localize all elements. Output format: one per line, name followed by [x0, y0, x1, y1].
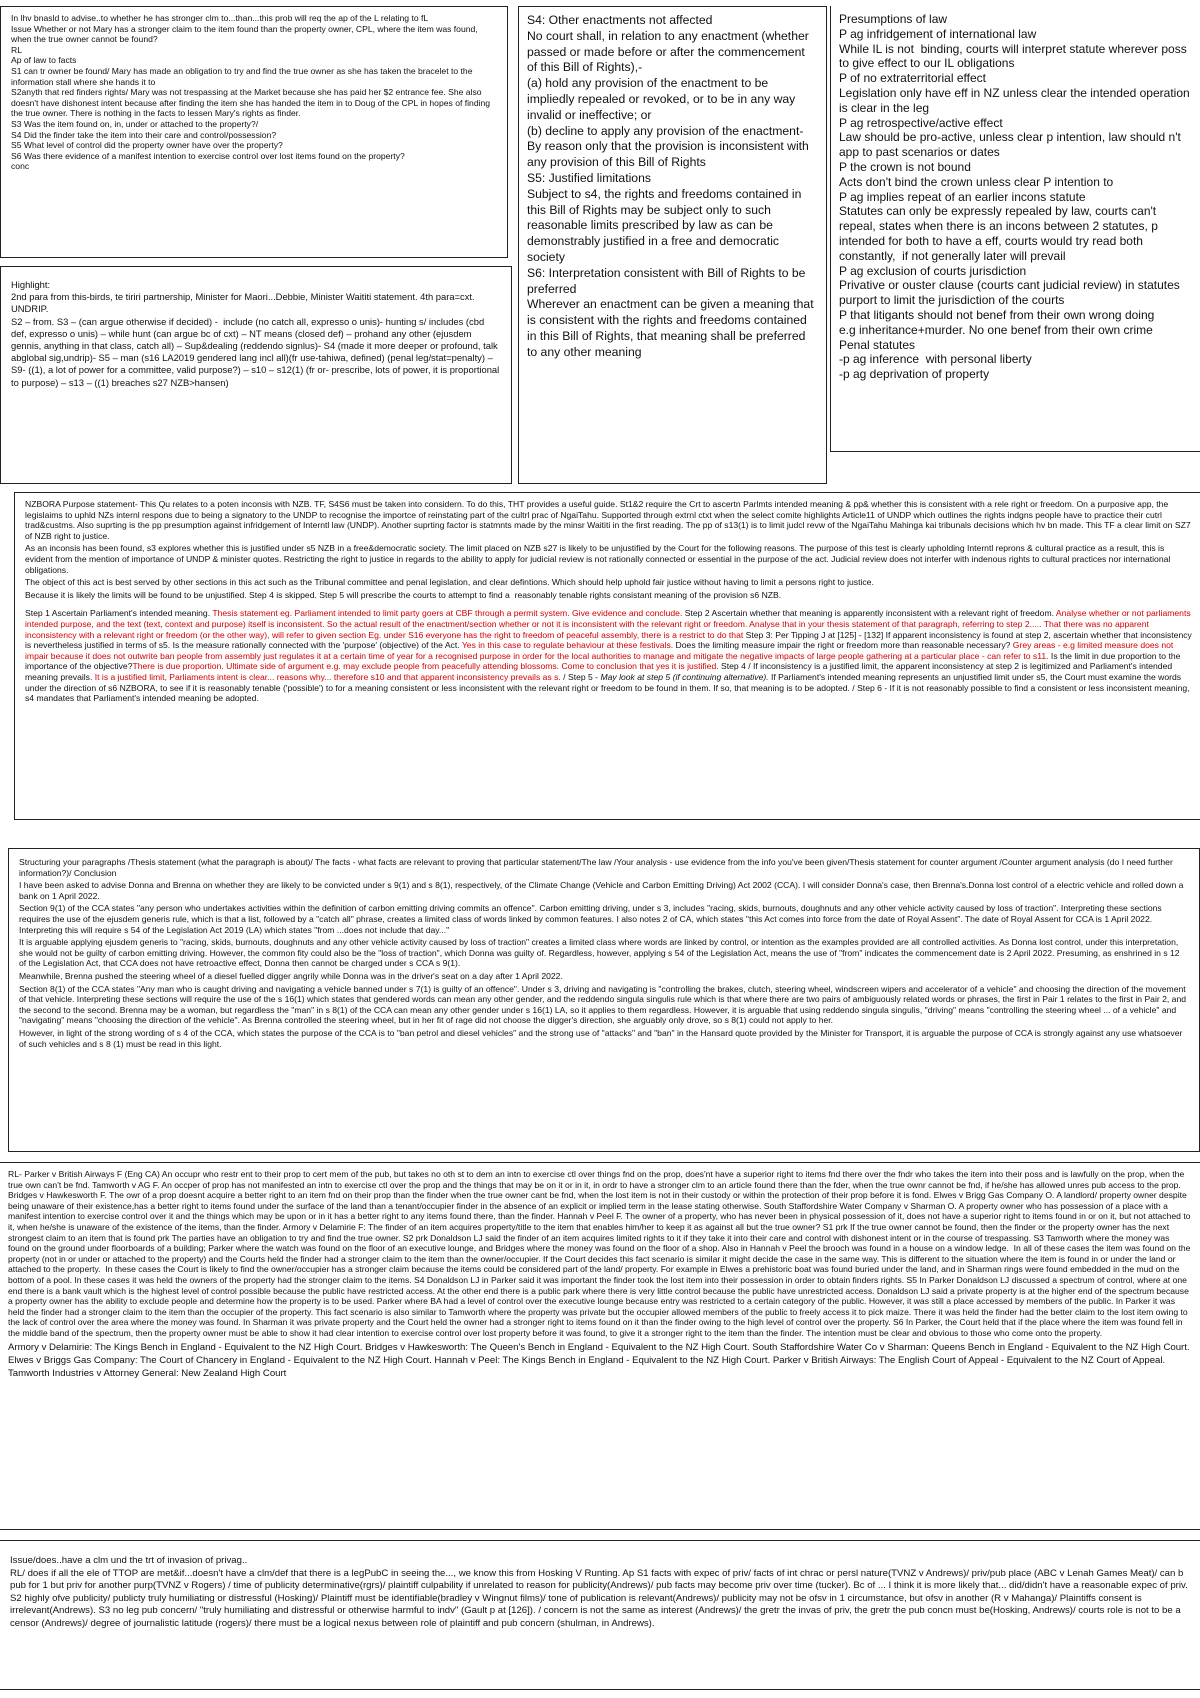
step1-text: Step 1 Ascertain Parliament's intended meaning.	[25, 608, 213, 619]
structure-para-2: I have been asked to advise Donna and Brenna on whether they are likely to be convicted under s 9(1) and s 8(1), respectively, of the Climate Change (Vehicle and Carbon Emitting Driving) Act 2002 (CCA). I will consider Donna's case, then Brenna's.Donna lost control of a electric vehicle and rolled down a bank on 1 April 2022.	[19, 880, 1186, 901]
statutory-interpretation-box	[8, 848, 1200, 1152]
step3-note-3: There is due proportion. Ultimate side of argument e.g. may exclude people from peacefully attending blossoms. Come to conclusion that yes it is justified.	[132, 661, 719, 672]
finders-case-law-text: RL- Parker v British Airways F (Eng CA) An occupr who restr ent to their prop to cert mem of the pub, but takes no oth st to dem an intn to exercise ctl over things fnd on the prop, does'nt have a superior right to items fnd there over the fndr who takes the item into their poss and is lawfully on the prop, when the true own can't be fnd. Tamworth v AG F. An occper of prop has not manifested an intn to exercise ctl over the prop and the things that may be on it or in it, in ordr to have a stronger clm to an article found there than the fder, when the true ownr cannot be fnd, if he/she has allowed unres pub access to the prop. Bridges v Hawkesworth F. The owr of a prop doesnt acquire a better right to an item fnd on their prop than the finder when the true owner cant be fnd, when the lost item is not in their custody or within the protection of their prop before it is fond. Elwes v Brigg Gas Company O. A landlord/ property owner despite being unaware of their existence,has a better right to items found under the surface of the land than a tenant/occupier finder in the absence of an explicit or implied term in the lease stating otherwise. South Staffordshire Water Company v Sharman O. A property owner who has possession of a place with a manifest intention to exercise control over it and the things which may be upon or in it has a better right to any items found there, than the finder. Hannah v Peel F. The owner of a property, who has never been in physical possession of it, does not have a superior right to items found in or on it, but not attached to it, when he/she is unaware of the existence of the items, than the finder. Armory v Delamirie F: The finder of an item acquires property/title to the item that enables him/her to keep it as against all but the true owner? S1 prk If the true owner cannot be found, then the finder or the property owner has the next strongest claim to an item that is found prk The parties have an obligation to try and find the true owner. S2 prk Donaldson LJ said the finder of an item acquires limited rights to it if they take it into their care and control with dishonest intent or in the course of trespassing. S3 Tamworth where the money was found on the ground under floorboards of a building; Parker where the watch was found on the floor of an executive lounge, and Bridges where the money was found on the floor of a shop. Also in Hannah v Peel the brooch was found in a house on a window ledge. In all of these cases the item was found on the property (not in or under or attached to the property) and the Courts held the finder had a stronger claim to the item than the owner/occupier. If the Court decides this fact scenario is similar it might decide the case in the same way. This is different to the situation where the item is found in or under the land or attached to the property. In these cases the Court is likely to find the owner/occupier has a stronger claim because the items could be considered part of the land/ property. For example in Elwes a prehistoric boat was found buried under the land, and in Sharman rings were found embedded in the mud on the bottom of a pool. In these cases it was held the owners of the property had the stronger claim to the items. S4 Donaldson LJ in Parker said it was important the finder took the lost item into their possession in order to obtain finders rights. S5 In Parker Donaldson LJ discussed a spectrum of control, where at one end there is a bank vault which is the highest level of control possible because the public have restricted access. At the other end there is a public park where there is very little control because the public have unrestricted access. Donaldson LJ said a private property is at the higher end of the spectrum because a property owner has the ability to exclude people and determine how the property is to be used. Parker where BA had a level of control over the executive lounge because entry was restricted to a certain category of the public. However, it was still a place accessed by members of the public. In Parker it was held the finder had a stronger claim to the item than the occupier of the property. This fact scenario is also similar to Tamworth where the property was private but the occupier allowed members of the public to freely access it to pick maize. There it was held the finder had the better claim to the lost item owing to the lack of control over the area where the money was found. In Sharman it was private property and the Court held the owner had a stronger right to items found on it than the finder owing to the high level of control over the property. S6 In Parker, the Court held that if the place where the item was found fell in the middle band of the spectrum, then the property owner must be able to show it had clear intention to exercise control over lost property before it was found, to give it a stronger right to the item than the finder. The intention must be clear and obvious to those who come onto the property.	[8, 1169, 1193, 1338]
nzbora-para-2: As an inconsis has been found, s3 explores whether this is justified under s5 NZB in a free&democratic society. The limit placed on NZB s27 is likely to be unjustified by the Court for the following reasons. The purpose of this test is clearly upholding Interntl reprons & cultural practice as a result, this is evident from the mention of importance of UNDP & minister quotes. Restricting the right to justice in regards to the ability to apply for judicial review is not rationally connected or essential in the purpose of the act. Judicial review does not interfer with indenous rights to cultural practices nor international obligations.	[25, 543, 1173, 575]
bill-of-rights-sections-text: S4: Other enactments not affected No court shall, in relation to any enactment (whether passed or made before or after the commencement of this Bill of Rights),- (a) hold any provision of the enactment to be impliedly repealed or revoked, or to be in any way invalid or ineffective; or (b) decline to apply any provision of the enactment- By reason only that the provision is inconsistent with any provision of this Bill of Rights S5: Justified limitations Subject to s4, the rights and freedoms contained in this Bill of Rights may be subject only to such reasonable limits prescribed by law as can be demonstrably justified in a free and democratic society S6: Interpretation consistent with Bill of Rights to be preferred Wherever an enactment can be given a meaning that is consistent with the rights and freedoms contained in this Bill of Rights, that meaning shall be preferred to any other meaning	[527, 13, 814, 359]
step4-text: Step 4 / If inconsistency is a justified limit, the apparent inconsistency at step 2 is legitimized and Parliament's intended meaning prevails.	[25, 661, 1175, 682]
step3-note-2: Grey areas - e.g limited measure does not impair because it does not outwrite ban people from assembly just regulates it at a certain time of year for a recognised purpose in order for the local authorities to manage and mitigate the negative impacts of large people gathering at a particular place - can refer to s11.	[25, 640, 1176, 661]
finders-case-law-box	[0, 1162, 1200, 1530]
structure-para-4: It is arguable applying ejusdem generis to "racing, skids, burnouts, doughnuts and any other vehicle activity caused by loss of traction" creates a limited class where words are linked by control, or intention as the examples provided are all controlled activities. As Donna lost control, under this interpretation, she would not be guilty of carbon emitting driving. However, the common fity could also be the "loss of traction", which Donna was guilty of. Regardless, however, applying s 54 of the Legislation Act, means the use of "from" indicates the commencement date is 2 April 2022. Presuming, as enshrined in s 12 of the Legislation Act, that CCA does not have retroactive effect, Donna then cannot be charged under s CCA s 9(1).	[19, 937, 1182, 969]
privacy-tort-box	[0, 1540, 1200, 1690]
bill-of-rights-sections-box	[518, 6, 827, 484]
nzbora-steps	[25, 608, 1193, 703]
nzbora-para-4: Because it is likely the limits will be found to be unjustified. Step 4 is skipped. Step 5 will prescribe the courts to attempt to find a reasonably tenable rights consistant meaning of the provision s6 NZB.	[25, 589, 782, 600]
step3-question-2: Is the limit in due proportion to the importance of the objective?	[25, 650, 1183, 672]
step4-note: It is a justified limit, Parliaments intent is clear... reasons why... therefore s10 and that apparent inconsistency prevails as s.	[94, 671, 561, 682]
step1-note: Thesis statement eg. Parliament intended to limit party goers at CBF through a permit system. Give evidence and conclude.	[212, 608, 683, 619]
step2-text: Step 2 Ascertain whether that meaning is apparently inconsistent with a relevant right of freedom.	[682, 608, 1056, 619]
step5-6-text: If Parliament's intended meaning represents an unjustified limit under s5, the Court must examine the words under the direction of s6 NZBORA, to see if it is reasonably tenable ('possible') to for a meaning consistent or less inconsistent with the relevant right or freedom to be found in them. If so, that meaning is to be adopted. / Step 6 - If it is not reasonably possible to find a consistent or less inconsistent meaning, s4 mandates that Parliament's intended meaning be adopted.	[25, 671, 1192, 704]
finding-rights-notes-text: In lhv bnasld to advise..to whether he has stronger clm to...than...this prob will req the ap of the L relating to fL Issue Whether or not Mary has a stronger claim to the item found than the property owner, CPL, where the item was found, when the true owner cannot be found? RL Ap of law to facts S1 can tr owner be found/ Mary has made an obligation to try and find the true owner as she has taken the bracelet to the information stall where she hands it to S2anyth that red finders rights/ Mary was not trespassing at the Market because she has paid her $2 entrance fee. She also doesn't have dishonest intent because after finding the item she has handed the item in to Doug of the CPL in hopes of finding the true owner. There is nothing in the facts to lessen Mary's rights as finder. S3 Was the item found on, in, under or attached to the property?/ S4 Did the finder take the item into their care and control/possession? S5 What level of control did the property owner have over the property? S6 Was there evidence of a manifest intention to exercise control over lost items found on the property? conc	[11, 13, 491, 172]
privacy-tort-text: Issue/does..have a clm und the trt of invasion of privag.. RL/ does if all the ele of TTOP are met&if...doesn't have a clm/def that there is a legPubC in seeing the..., we know this from Hosking V Runting. Ap S1 facts with expec of priv/ facts of int chrac or persl nature(TVNZ v Andrews)/ priv/pub place (ABC v Lenah Games Meat)/ can b pub for 1 but priv for another purp(TVNZ v Rogers) / time of publicity determinative(rgrs)/ plaintiff culpability if unrelated to reason for publicity(Andrews)/ pub facts may become priv over time (tucker). Bc of ... I think it is more likely that... did/didn't have a reasonable expec of priv. S2 highly ofve publicity/ publicty truly humiliating or distressful (Hosking)/ Plaintiff must be identifiable(bradley v Wingnut films)/ tone of publication is relevant(Andrews)/ publicity may not be ofsv in 1 circumstance, but ofsv in another (R v Mahanga)/ Plaintiffs consent is irrelevant(Andrews). S3 no leg pub concern/ "truly humiliating and distressful or otherwise harmful to indv" (Gault p at [126]). / concern is not the same as interest (Andrews)/ the gretr the invas of priv, the gretr the pub concn must be(Hosking, Andrews)/ courts role is not to be a censor (Andrews)/ degree of journalistic latitude (rogers)/ there must be a logical nexus between role of plaintiff and pub concern (shulman, in Andrews).	[10, 1555, 1188, 1629]
step3-question: Does the limiting measure impair the right or freedom more than reasonable necessary?	[673, 640, 1013, 651]
finding-rights-notes-box	[0, 6, 508, 258]
step2-note: Analyse whether or not parliaments intended purpose, and the text (text, context and purpose) itself is inconsistent. So the actual result of the enactment/section whether or not it is inconsistent with the relevant right or freedom. Analyse that in your thesis statement of that paragraph, referring to step 2..... That there was no apparent inconsistency with a relevant right or freedom (or the other way), will refer to given section Eg. under S16 everyone has the right to freedom of peaceful assembly, there is a restrict to do that	[25, 608, 1194, 640]
structure-para-3: Section 9(1) of the CCA states "any person who undertakes activities within the definition of carbon emitting driving commits an offence". Carbon emitting driving, under s 3, includes "racing, skids, burnouts, doughnuts and any other vehicle activity caused by loss of traction". Interpreting these sections requires the use of the ejusdem generis rule, which is that a list, followed by a "catch all" phrase, creates a limited class of words linked by common features. I also notes 2 of CA, which states "this Act comes into force from the date of Royal Assent". The date of Royal Assent for CCA is 1 April 2022. Interpreting this will require s 54 of the Legislation Act 2019 (LA) which states "from ...does not include that day..."	[19, 903, 1165, 935]
highlight-notes-box	[0, 266, 512, 484]
structure-para-5: Meanwhile, Brenna pushed the steering wheel of a diesel fuelled digger angrily while Donna was in the driver's seat on a day after 1 April 2022.	[19, 970, 563, 981]
step5-text: / Step 5 -	[560, 671, 601, 682]
step3-note: Yes in this case to regulate behaviour at these festivals.	[461, 640, 674, 651]
step3-text: Step 3: Per Tipping J at [125] - [132] If apparent inconsistency is found at step 2, ascertain whether that inconsistency is nevertheless justified in terms of s5. Is the measure rationally connected with the 'purpose' (objective) of the Act.	[25, 629, 1195, 651]
step5-note: May look at step 5 (if continuing alternative).	[600, 671, 769, 682]
presumptions-of-law-box	[830, 6, 1200, 452]
nzbora-purpose-box	[14, 492, 1200, 820]
structure-para-1: Structuring your paragraphs /Thesis statement (what the paragraph is about)/ The facts - what facts are relevant to proving that particular statement/The law /Your analysis - use evidence from the info you've been given/Thesis statement for counter argument /Counter argument analysis (do I need further information?)/ Conclusion	[19, 857, 1176, 878]
nzbora-para-1: NZBORA Purpose statement- This Qu relates to a poten inconsis with NZB. TF, S4S6 must be taken into considern. To do this, THT provides a useful guide. St1&2 require the Crt to ascertn Parlmts intended meaning & pp& whether this is consistent with a rele right or freedom. On a purposive app, the legislaims to uphld NZs internl respons due to being a signatory to the UNDP to recognise the importce of reinstating part of the cultrl prac of NgaiTahu. Supported through extrnl ctxt when the select comite highlights Article11 of UNDP which outlines the rights indgns people have to practice their cutrl trad&custms. Also suprting is the pp presumption against infridgement of Interntl law (UNDP). Another suprting factor is statmnts made by the minsr Waititi in the first reading. The pp of s13(1) is to limit judcl revw of the NgaiTahu Mahinga kai tribunals decisions which hv bn made. This TF a clear limit on SZ7 of NZB right to justice.	[25, 499, 1193, 541]
structure-para-7: However, in light of the strong wording of s 4 of the CCA, which states the purpose of the CCA is to "ban petrol and diesel vehicles" and the strong use of "attacks" and "ban" in the Hansard quote provided by the Minister for Transport, it is arguable the purpose of CCA is strongly against any use whatsoever of such vehicles and s 8 (1) must be read in this light.	[19, 1027, 1185, 1049]
presumptions-of-law-text: Presumptions of law P ag infridgement of international law While IL is not binding, courts will interpret statute wherever poss to give effect to our IL obligations P of no extraterritorial effect Legislation only have eff in NZ unless clear the intended operation is clear in the leg P ag retrospective/active effect Law should be pro-active, unless clear p intention, law should n't app to past scenarios or dates P the crown is not bound Acts don't bind the crown unless clear P intention to P ag implies repeat of an earlier incons statute Statutes can only be expressly repealed by law, courts can't repeal, states when there is an incons between 2 statutes, p intended for both to have a eff, courts would try read both constantly, if not generally later will prevail P ag exclusion of courts jurisdiction Privative or ouster clause (courts cant judicial review) in statutes purport to limit the jurisdiction of the courts P that litigants should not benef from their own wrong doing e.g inheritance+murder. No one benef from their own crime Penal statutes -p ag inference with personal liberty -p ag deprivation of property	[839, 12, 1190, 382]
court-hierarchy-text: Armory v Delamirie: The Kings Bench in England - Equivalent to the NZ High Court. Bridges v Hawkesworth: The Queen's Bench in England - Equivalent to the NZ High Court. South Staffordshire Water Co v Sharman: Queens Bench in England - Equivalent to the NZ High Court. Elwes v Briggs Gas Company: The Court of Chancery in England - Equivalent to the NZ High Court. Hannah v Peel: The Kings Bench in England - Equivalent to the NZ High Court. Parker v British Airways: The English Court of Appeal - Equivalent to the NZ Court of Appeal. Tamworth Industries v Attorney General: New Zealand High Court	[8, 1341, 1193, 1380]
nzbora-para-3: The object of this act is best served by other sections in this act such as the Tribunal committee and penal legislation, and clear defintions. Which should help uphold fair justice without having to limit a persons right to justice.	[25, 577, 874, 588]
structure-para-6: Section 8(1) of the CCA states "Any man who is caught driving and navigating a vehicle banned under s 7(1) is guilty of an offence". Under s 3, driving and navigating is "controlling the brakes, clutch, steering wheel, windscreen wipers and accelerator of a vehicle" and choosing the direction of the movement of that vehicle. Interpreting these sections will require the use of the s 16(1) which states that gendered words can mean any other gender, and the reddendo singula singulis rule which is that where there are two pairs of ambiguously related words or phrases, the first in Pair 1 relates to the first in Pair 2, and the second to the second. Brenna may be a woman, but regardless the "man" in s 8(1) of the CCA can mean any other gender under s 16(1) LA, so it applies to them regardless. However, it is arguable that using reddendo singula singulis, "driving" means "controlling the steering wheel ... of a vehicle" and "navigating" means "choosing the direction of the vehicle". As Brenna controlled the steering wheel, but in her fit of rage did not choose the digger's direction, she arguably only drove, so s 8(1) could not apply to her.	[19, 983, 1189, 1026]
highlight-notes-text: Highlight: 2nd para from this-birds, te tiriri partnership, Minister for Maori...Debbie, Minister Waititi statement. 4th para=cxt. UNDRIP. S2 – from. S3 – (can argue otherwise if decided) - include (no catch all, expresso o unis)- hunting s/ includes (cbd def, expresso o unis) – while hunt (can argue bc of cxt) – NT means (closed def) – prohand any other (ejusdem gennis, anything in that class, catch all) – Sup&dealing (reddendo signlus)- S4 (made it more deeper or profound, talk abglobal sig,undrip)- S5 – man (s16 LA2019 gendered lang incl all)(fr use-tahiwa, defined) (penal leg/stat=penalty) – S9- ((1), a lot of power for a committee, valid purpose?) – s10 – s12(1) (fr or- prescribe, lots of power, it is proportional to purpose) – s13 – ((1) breaches s27 NZB>hansen)	[11, 279, 500, 388]
